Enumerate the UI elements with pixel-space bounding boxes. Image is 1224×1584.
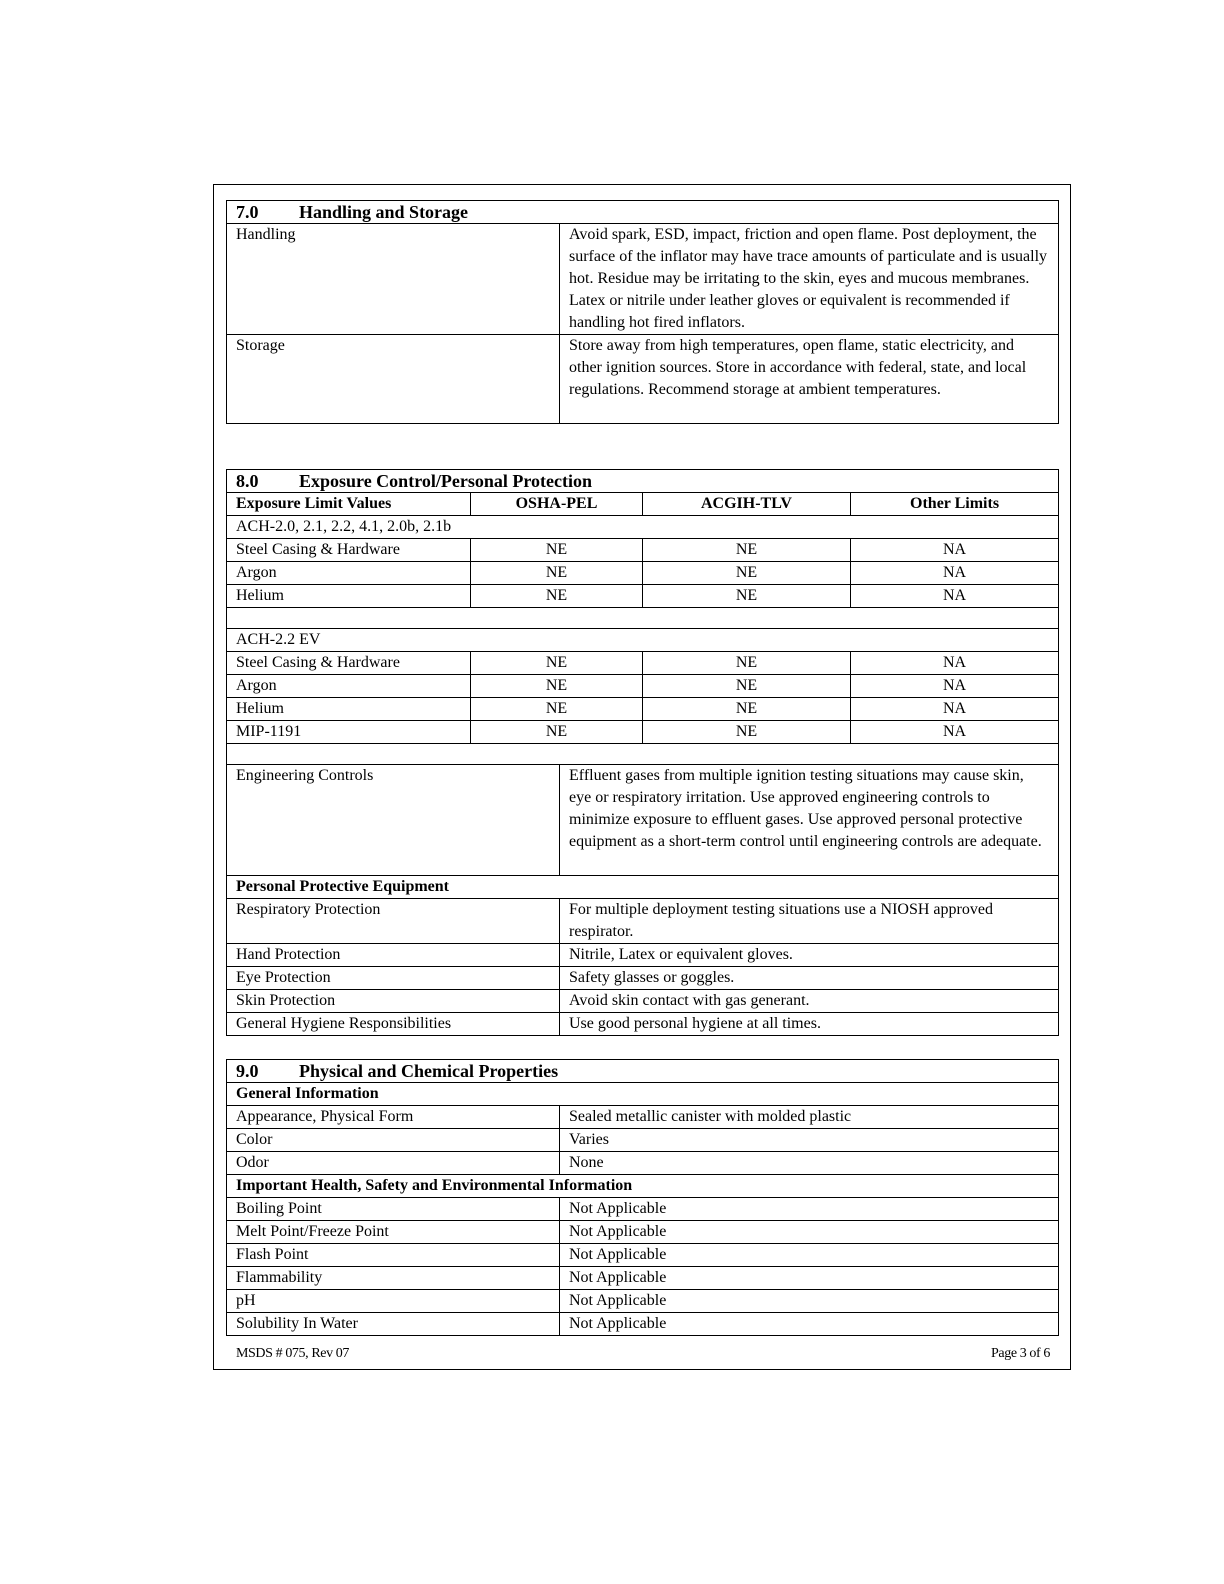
table-row (227, 967, 1059, 990)
column-header: OSHA-PEL (471, 493, 643, 516)
group-title: ACH-2.0, 2.1, 2.2, 4.1, 2.0b, 2.1b (227, 516, 1059, 539)
substance-name: Steel Casing & Hardware (227, 652, 471, 675)
subsection-title: Personal Protective Equipment (227, 876, 1059, 899)
other-limits: NA (851, 562, 1059, 585)
osha-pel: NE (471, 585, 643, 608)
acgih-tlv: NE (643, 562, 851, 585)
section-8-header (227, 470, 1059, 493)
section-title: Physical and Chemical Properties (299, 1061, 559, 1081)
row-value: Not Applicable (560, 1244, 1059, 1267)
table-row (227, 698, 1059, 721)
table-row (227, 899, 1059, 944)
column-headers (227, 493, 1059, 516)
row-value: Avoid skin contact with gas generant. (560, 990, 1059, 1013)
footer-doc-id: MSDS # 075, Rev 07 (236, 1346, 349, 1361)
column-header: Exposure Limit Values (227, 493, 471, 516)
table-row (227, 990, 1059, 1013)
table-row (227, 539, 1059, 562)
row-label: Appearance, Physical Form (227, 1106, 560, 1129)
footer-page-number: Page 3 of 6 (991, 1346, 1050, 1361)
row-label: Skin Protection (227, 990, 560, 1013)
row-value: Avoid spark, ESD, impact, friction and open flame. Post deployment, the surface of the inflator may have trace amounts of particulate and is usually hot. Residue may be irritating to the skin, eyes and mucous membranes. Latex or nitrile under leather gloves or equivalent is recommended if handling hot fired inflators. (560, 224, 1059, 335)
acgih-tlv: NE (643, 652, 851, 675)
row-value: Not Applicable (560, 1290, 1059, 1313)
row-value: For multiple deployment testing situations use a NIOSH approved respirator. (560, 899, 1059, 944)
acgih-tlv: NE (643, 585, 851, 608)
acgih-tlv: NE (643, 675, 851, 698)
osha-pel: NE (471, 675, 643, 698)
osha-pel: NE (471, 562, 643, 585)
table-row (227, 224, 1059, 335)
section-7-header (227, 201, 1059, 224)
row-value: Use good personal hygiene at all times. (560, 1013, 1059, 1036)
substance-name: Argon (227, 675, 471, 698)
handling-storage-table (226, 200, 1059, 424)
osha-pel: NE (471, 652, 643, 675)
row-label: Odor (227, 1152, 560, 1175)
row-label: Melt Point/Freeze Point (227, 1221, 560, 1244)
table-row (227, 585, 1059, 608)
column-header: ACGIH-TLV (643, 493, 851, 516)
row-label: Hand Protection (227, 944, 560, 967)
subsection-title: Important Health, Safety and Environmental Information (227, 1175, 1059, 1198)
row-label: Flammability (227, 1267, 560, 1290)
other-limits: NA (851, 585, 1059, 608)
table-row (227, 675, 1059, 698)
osha-pel: NE (471, 721, 643, 744)
table-row (227, 1244, 1059, 1267)
row-value: Store away from high temperatures, open flame, static electricity, and other ignition sources. Store in accordance with federal, state, and local regulations. Recommend storage at ambient temperatures. (560, 335, 1059, 424)
section-number: 9.0 (236, 1061, 259, 1081)
substance-name: MIP-1191 (227, 721, 471, 744)
other-limits: NA (851, 675, 1059, 698)
row-value: None (560, 1152, 1059, 1175)
table-row (227, 1013, 1059, 1036)
column-header: Other Limits (851, 493, 1059, 516)
acgih-tlv: NE (643, 721, 851, 744)
row-label: General Hygiene Responsibilities (227, 1013, 560, 1036)
table-row (227, 721, 1059, 744)
row-label: Flash Point (227, 1244, 560, 1267)
other-limits: NA (851, 652, 1059, 675)
table-row (227, 765, 1059, 876)
row-label: pH (227, 1290, 560, 1313)
row-value: Varies (560, 1129, 1059, 1152)
row-value: Not Applicable (560, 1313, 1059, 1336)
row-label: Eye Protection (227, 967, 560, 990)
row-label: Handling (227, 224, 560, 335)
table-row (227, 1221, 1059, 1244)
exposure-control-table (226, 469, 1059, 1036)
section-title: Exposure Control/Personal Protection (299, 471, 592, 491)
other-limits: NA (851, 539, 1059, 562)
row-value: Not Applicable (560, 1198, 1059, 1221)
table-row (227, 335, 1059, 424)
substance-name: Steel Casing & Hardware (227, 539, 471, 562)
physical-properties-table (226, 1059, 1059, 1336)
row-value: Safety glasses or goggles. (560, 967, 1059, 990)
substance-name: Helium (227, 585, 471, 608)
substance-name: Argon (227, 562, 471, 585)
row-label: Boiling Point (227, 1198, 560, 1221)
row-value: Sealed metallic canister with molded plastic (560, 1106, 1059, 1129)
osha-pel: NE (471, 539, 643, 562)
other-limits: NA (851, 721, 1059, 744)
acgih-tlv: NE (643, 698, 851, 721)
subsection-title: General Information (227, 1083, 1059, 1106)
section-number: 7.0 (236, 202, 259, 222)
osha-pel: NE (471, 698, 643, 721)
table-row (227, 1313, 1059, 1336)
other-limits: NA (851, 698, 1059, 721)
table-row (227, 1106, 1059, 1129)
table-row (227, 652, 1059, 675)
section-title: Handling and Storage (299, 202, 469, 222)
row-label: Solubility In Water (227, 1313, 560, 1336)
row-value: Not Applicable (560, 1267, 1059, 1290)
table-row (227, 1267, 1059, 1290)
section-number: 8.0 (236, 471, 259, 491)
row-label: Engineering Controls (227, 765, 560, 876)
row-value: Effluent gases from multiple ignition testing situations may cause skin, eye or respiratory irritation. Use approved engineering controls to minimize exposure to effluent gases. Use approved personal protective equipment as a short-term control until engineering controls are adequate. (560, 765, 1059, 876)
table-row (227, 562, 1059, 585)
section-9-header (227, 1060, 1059, 1083)
table-row (227, 1290, 1059, 1313)
table-row (227, 1152, 1059, 1175)
row-value: Not Applicable (560, 1221, 1059, 1244)
table-row (227, 1129, 1059, 1152)
table-row (227, 1198, 1059, 1221)
acgih-tlv: NE (643, 539, 851, 562)
spacer-row (227, 744, 1059, 765)
row-label: Respiratory Protection (227, 899, 560, 944)
table-row (227, 944, 1059, 967)
row-value: Nitrile, Latex or equivalent gloves. (560, 944, 1059, 967)
row-label: Color (227, 1129, 560, 1152)
row-label: Storage (227, 335, 560, 424)
group-title: ACH-2.2 EV (227, 629, 1059, 652)
spacer-row (227, 608, 1059, 629)
substance-name: Helium (227, 698, 471, 721)
